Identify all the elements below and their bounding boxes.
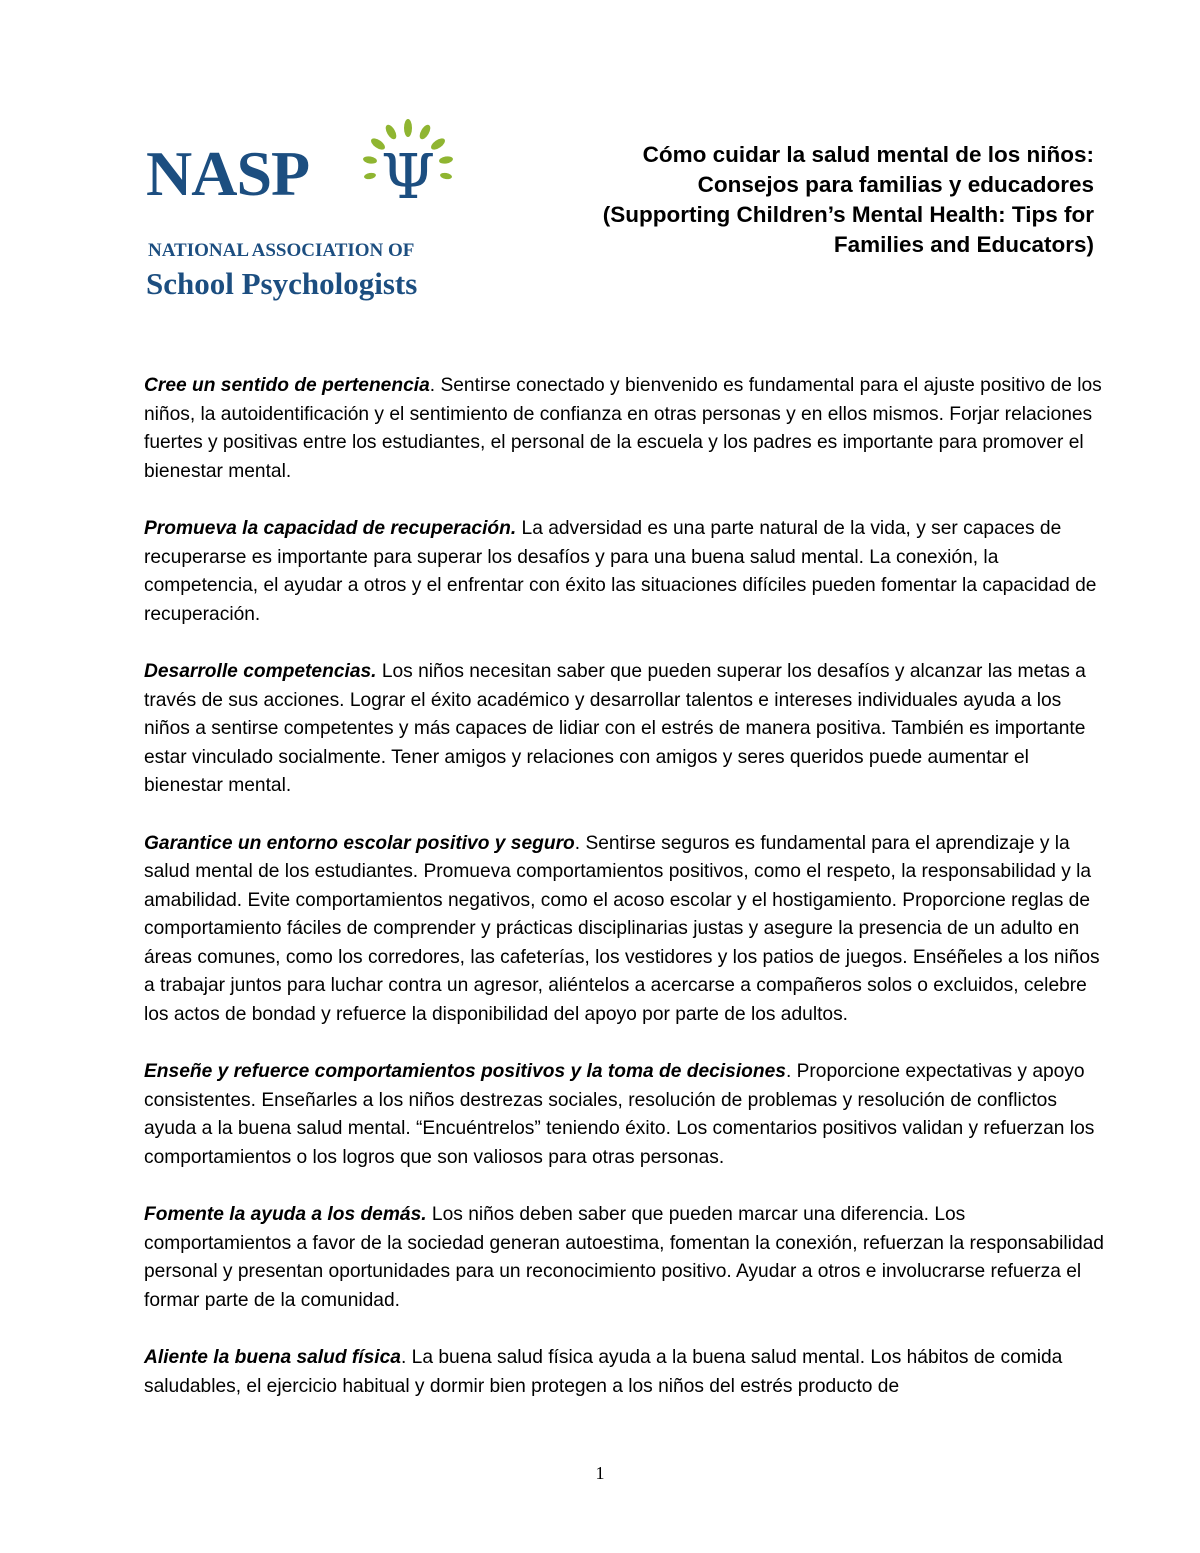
paragraph-positive-behavior: [144, 1058, 1104, 1172]
paragraph-body: Los niños necesitan saber que pueden superar los desafíos y alcanzar las metas a través de sus acciones. Lograr el éxito académico y desarrollar talentos e intereses individuales ayuda a los niños a sentirse competentes y más capaces de lidiar con el estrés de manera positiva. También es importante estar vinculado socialmente. Tener amigos y relaciones con amigos y seres queridos puede aumentar el bienestar mental.: [144, 660, 1086, 797]
paragraph-body: La adversidad es una parte natural de la vida, y ser capaces de recuperarse es importante para superar los desafíos y para una buena salud mental. La conexión, la competencia, el ayudar a otros y el enfrentar con éxito las situaciones difíciles pueden fomentar la capacidad de recuperación.: [144, 517, 1097, 625]
paragraph-lead: Promueva la capacidad de recuperación.: [144, 517, 517, 539]
paragraph-lead: Aliente la buena salud física: [144, 1347, 401, 1369]
paragraph-lead: Cree un sentido de pertenencia: [144, 375, 430, 396]
paragraph-helping-others: [144, 1201, 1104, 1315]
paragraph-lead-punct: .: [574, 832, 581, 854]
logo-symbol: Ψ: [380, 140, 436, 213]
paragraph-lead: Desarrolle competencias.: [144, 660, 377, 682]
paragraph-physical-health: [144, 1344, 1104, 1401]
title-line: Families and Educators): [833, 232, 1094, 257]
paragraph-lead-punct: .: [400, 1347, 407, 1369]
paragraph-lead: Garantice un entorno escolar positivo y seguro: [144, 832, 575, 854]
paragraph-lead: Fomente la ayuda a los demás.: [144, 1204, 427, 1226]
nasp-logo: [146, 118, 466, 308]
title-line: (Supporting Children’s Mental Health: Tips for: [602, 202, 1094, 227]
paragraph-body: La buena salud física ayuda a la buena salud mental. Los hábitos de comida saludables, el ejercicio habitual y dormir bien protegen a los niños del estrés producto de: [144, 1347, 1063, 1397]
title-line: Cómo cuidar la salud mental de los niños:: [642, 142, 1094, 167]
paragraph-competence: [144, 658, 1104, 801]
logo-line-association: NATIONAL ASSOCIATION OF: [148, 240, 415, 261]
document-title: [454, 140, 1094, 260]
paragraph-body: Los niños deben saber que pueden marcar una diferencia. Los comportamientos a favor de la sociedad generan autoestima, fomentan la conexión, refuerzan la responsabilidad personal y presentan oportunidades para un reconocimiento positivo. Ayudar a otros e involucrarse refuerza el formar parte de la comunidad.: [144, 1204, 1104, 1311]
psi-leaf-icon: [358, 118, 458, 218]
paragraph-body: Proporcione expectativas y apoyo consistentes. Enseñarles a los niños destrezas sociales, resolución de problemas y resolución de conflictos ayuda a la buena salud mental. “Encuéntrelos” teniendo éxito. Los comentarios positivos validan y refuerzan los comportamientos o los logros que son valiosos para otras personas.: [144, 1061, 1095, 1169]
paragraph-body: Sentirse conectado y bienvenido es fundamental para el ajuste positivo de los niños, la autoidentificación y el sentimiento de confianza en otras personas y en ellos mismos. Forjar relaciones fuertes y positivas entre los estudiantes, el personal de la escuela y los padres es importante para promover el bienestar mental.: [144, 375, 1102, 482]
logo-acronym: NASP: [146, 138, 310, 209]
paragraph-resilience: [144, 515, 1104, 629]
paragraph-body: Sentirse seguros es fundamental para el aprendizaje y la salud mental de los estudiantes. Promueva comportamientos positivos, como el respeto, la responsabilidad y la amabilidad. Evite comportamientos negativos, como el acoso escolar y el hostigamiento. Proporcione reglas de comportamiento fáciles de comprender y prácticas disciplinarias justas y asegure la presencia de un adulto en áreas comunes, como los corredores, las cafeterías, los vestidores y los patios de juegos. Enséñeles a los niños a trabajar juntos para luchar contra un agresor, aliéntelos a acercarse a compañeros solos o excluidos, celebre los actos de bondad y refuerce la disponibilidad del apoyo por parte de los adultos.: [144, 832, 1100, 1026]
paragraph-belonging: [144, 372, 1104, 486]
paragraph-safe-school: [144, 830, 1104, 1030]
title-line: Consejos para familias y educadores: [697, 172, 1094, 197]
document-body: [144, 372, 1104, 1430]
logo-line-psychologists: School Psychologists: [146, 266, 418, 301]
paragraph-lead-punct: .: [429, 375, 436, 396]
paragraph-lead: Enseñe y refuerce comportamientos positivos y la toma de decisiones: [144, 1061, 786, 1083]
page-number: 1: [595, 1463, 605, 1483]
paragraph-lead-punct: .: [785, 1061, 792, 1083]
